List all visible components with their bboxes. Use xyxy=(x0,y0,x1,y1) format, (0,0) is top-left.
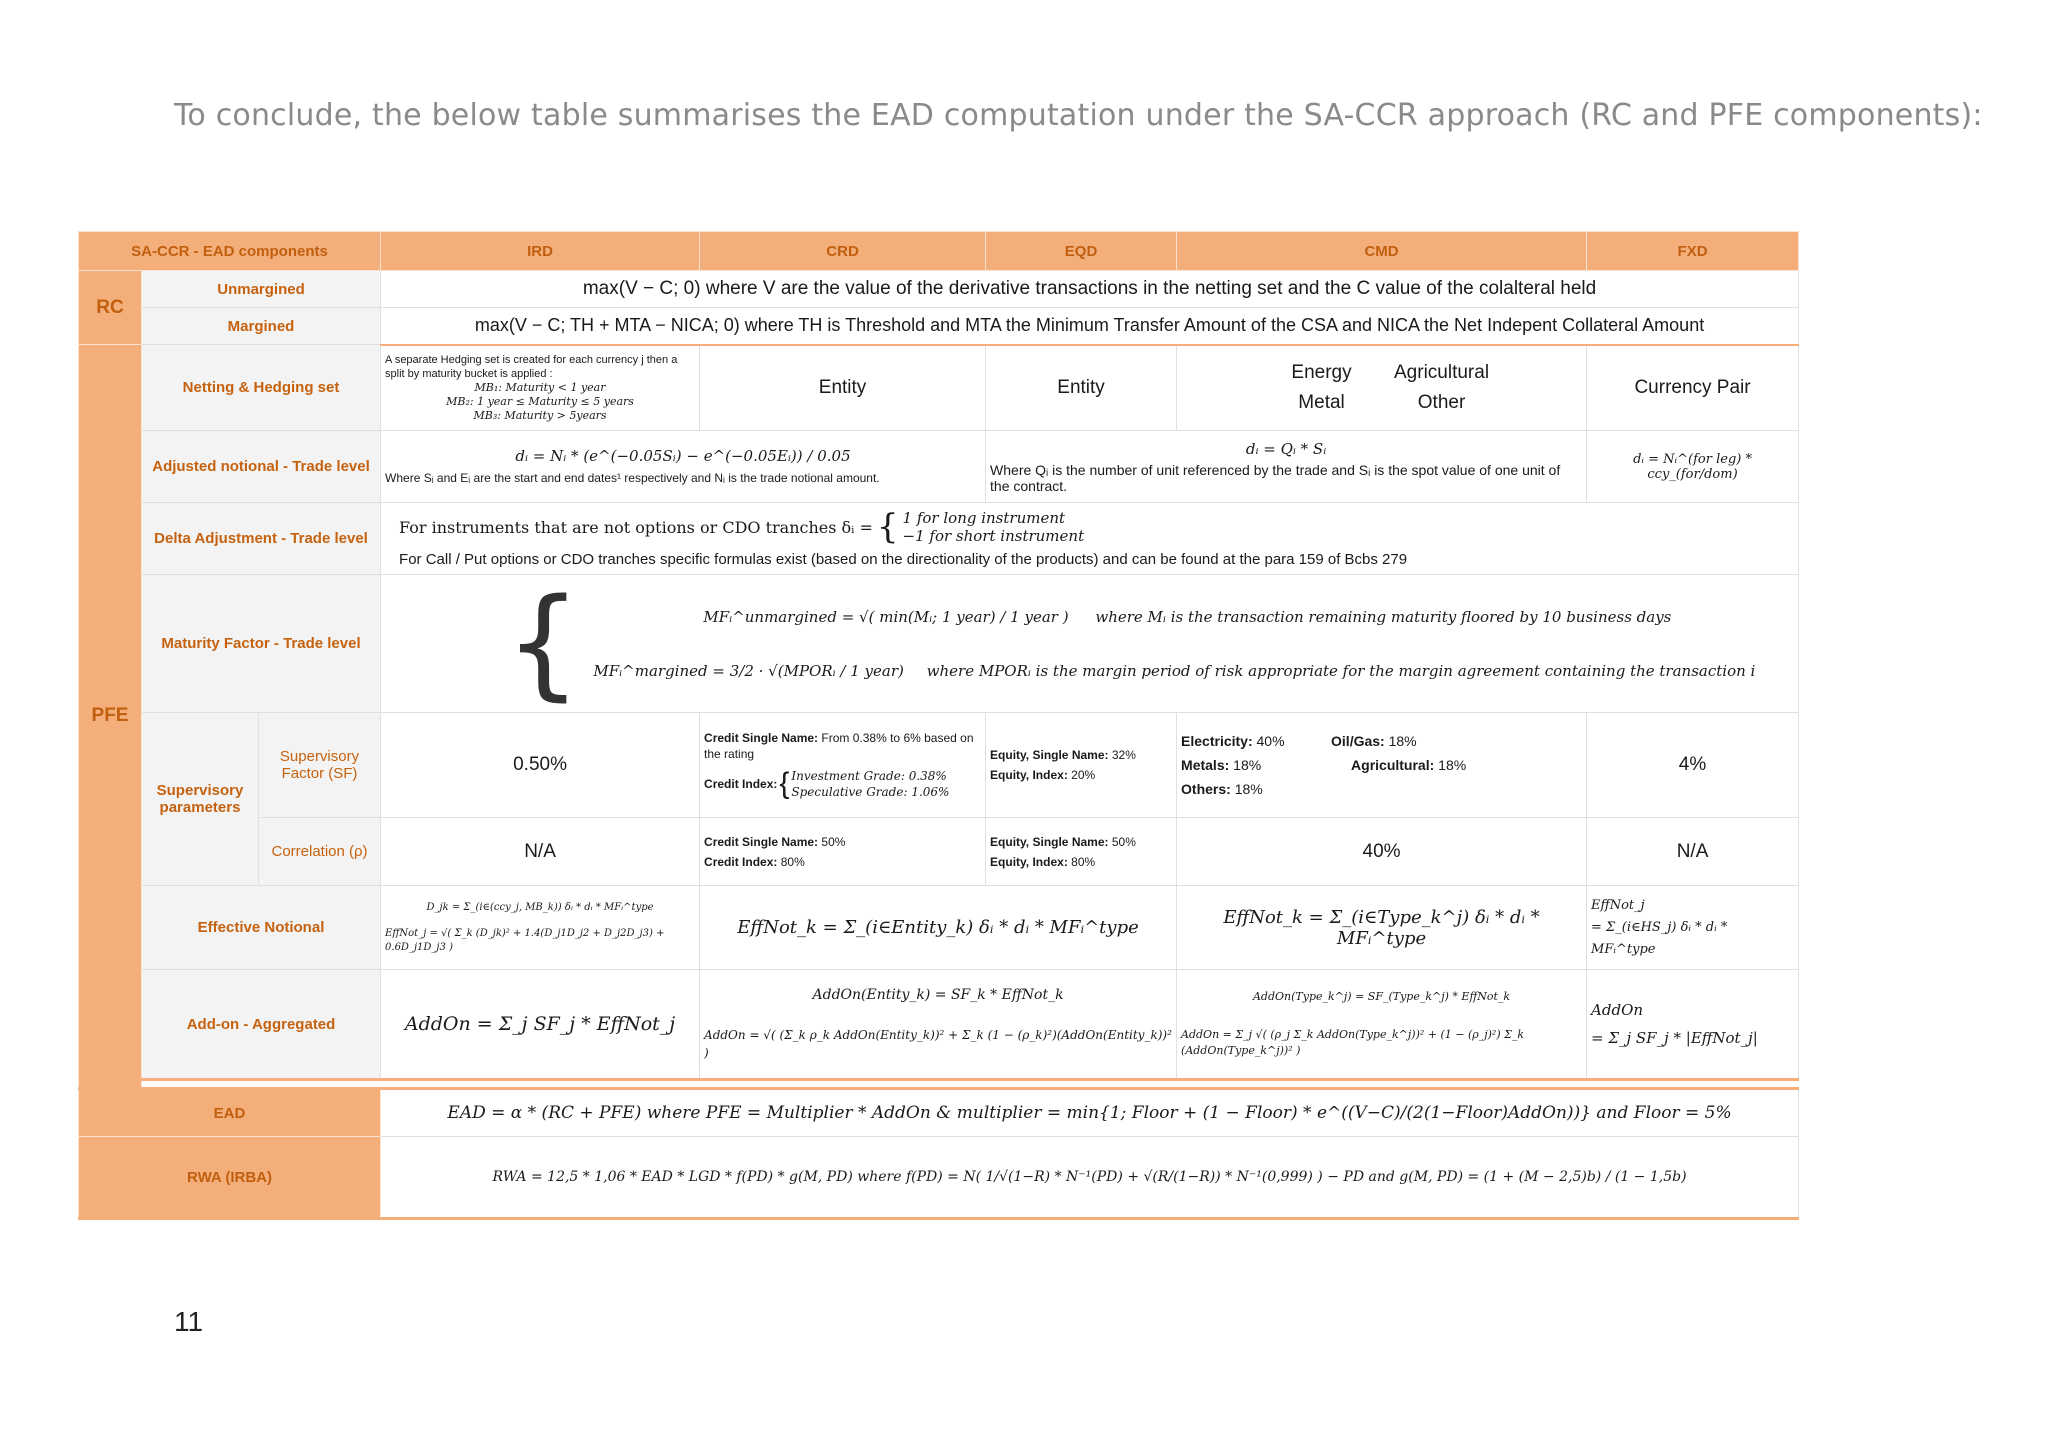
effnot-ird xyxy=(381,886,700,970)
notional-ird-crd xyxy=(381,431,986,503)
addon-fxd xyxy=(1587,970,1799,1080)
sf-cmd-elec-label: Electricity: xyxy=(1181,733,1253,749)
netting-ird xyxy=(381,345,700,431)
netting-cmd-energy: Energy xyxy=(1291,361,1352,383)
pfe-label: PFE xyxy=(79,345,142,1089)
netting-ird-intro: A separate Hedging set is created for each currency j then a split by maturity bucket is applied : xyxy=(385,353,678,380)
netting-cmd-agricultural: Agricultural xyxy=(1394,361,1490,383)
effnot-ird-eff: EffNot_j = √( Σ_k (D_jk)² + 1.4(D_j1D_j2 + D_j2D_j3) + 0.6D_j1D_j3 ) xyxy=(385,927,665,953)
sf-eqd-single-label: Equity, Single Name: xyxy=(990,748,1109,762)
page-number: 11 xyxy=(174,1306,204,1337)
sf-eqd-index-label: Equity, Index: xyxy=(990,768,1068,782)
maturity-label: Maturity Factor - Trade level xyxy=(142,575,381,713)
rc-label: RC xyxy=(79,271,142,345)
ead-formula: EAD = α * (RC + PFE) where PFE = Multiplier * AddOn & multiplier = min{1; Floor + (1 − Floor) * e^((V−C)/(2(1−Floor)AddOn))} and Floor = 5% xyxy=(381,1089,1799,1137)
rc-unmargined-row xyxy=(79,271,1799,308)
rwa-label: RWA (IRBA) xyxy=(79,1137,381,1219)
corr-eqd-single-label: Equity, Single Name: xyxy=(990,834,1109,849)
sf-ird: 0.50% xyxy=(381,713,700,818)
addon-row xyxy=(79,970,1799,1080)
sf-cmd-metals-value: 18% xyxy=(1233,757,1262,773)
ead-label: EAD xyxy=(79,1089,381,1137)
delta-content: For instruments that are not options or CDO tranches δᵢ = { 1 for long instrument −1 for short instrument For Call / Put options or CDO tranches specific formulas exist (based on the directionality of the products) and can be found at the para 159 of Bcbs 279 xyxy=(381,503,1799,575)
maturity-content: { MFᵢ^unmargined = √( min(Mᵢ; 1 year) / 1 year ) where Mᵢ is the transaction remaining maturity floored by 10 business days MFᵢ^margined = 3/2 · √(MPORᵢ / 1 year) where MPORᵢ is the margin period of risk appropriate for the margin agreement containing the transaction i xyxy=(381,575,1799,713)
addon-crd-top: AddOn(Entity_k) = SF_k * EffNot_k xyxy=(812,987,1064,1003)
addon-ird: AddOn = Σ_j SF_j * EffNot_j xyxy=(381,970,700,1080)
rc-margined-formula: max(V − C; TH + MTA − NICA; 0) where TH is Threshold and MTA the Minimum Transfer Amount of the CSA and NICA the Net Indepent Collateral Amount xyxy=(381,308,1799,345)
sf-cmd-agri-label: Agricultural: xyxy=(1351,757,1435,773)
delta-label: Delta Adjustment - Trade level xyxy=(142,503,381,575)
correlation-cmd: 40% xyxy=(1177,818,1587,886)
addon-fxd-bottom: = Σ_j SF_j * |EffNot_j| xyxy=(1591,1029,1758,1047)
netting-cmd-other: Other xyxy=(1417,391,1466,413)
netting-cmd-metal: Metal xyxy=(1298,391,1345,413)
delta-case-short: −1 for short instrument xyxy=(902,527,1085,545)
sf-crd: Credit Single Name: From 0.38% to 6% based on the rating Credit Index: { Investment Grade: 0.38% Speculative Grade: 1.06% xyxy=(700,713,986,818)
sf-crd-ig: Investment Grade: 0.38% xyxy=(791,769,947,783)
rc-margined-row xyxy=(79,308,1799,345)
notional-eqcmd-note: Where Qᵢ is the number of unit referenced by the trade and Sᵢ is the spot value of one unit of the contract. xyxy=(990,461,1561,494)
sf-cmd-others-value: 18% xyxy=(1234,781,1263,797)
addon-fxd-top: AddOn xyxy=(1591,1001,1644,1019)
sf-crd-sg: Speculative Grade: 1.06% xyxy=(791,785,950,799)
addon-crd-eqd xyxy=(700,970,1177,1080)
addon-label: Add-on - Aggregated xyxy=(142,970,381,1080)
sf-cmd-oil-label: Oil/Gas: xyxy=(1331,733,1385,749)
notional-eqd-cmd xyxy=(986,431,1587,503)
addon-crd-bottom: AddOn = √( (Σ_k ρ_k AddOn(Entity_k))² + Σ_k (1 − (ρ_k)²)(AddOn(Entity_k))² ) xyxy=(704,1028,1172,1060)
rwa-formula: RWA = 12,5 * 1,06 * EAD * LGD * f(PD) * g(M, PD) where f(PD) = N( 1/√(1−R) * N⁻¹(PD) + √(R/(1−R)) * N⁻¹(0,999) ) − PD and g(M, PD) = (1 + (M − 2,5)b) / (1 − 1,5b) xyxy=(381,1137,1799,1219)
effnot-row xyxy=(79,886,1799,970)
sf-label: Supervisory Factor (SF) xyxy=(259,713,381,818)
maturity-row xyxy=(79,575,1799,713)
netting-ird-mb3: MB₃: Maturity > 5years xyxy=(473,408,607,422)
correlation-ird: N/A xyxy=(381,818,700,886)
effnot-cmd: EffNot_k = Σ_(i∈Type_k^j) δᵢ * dᵢ * MFᵢ^type xyxy=(1177,886,1587,970)
corr-eqd-index-label: Equity, Index: xyxy=(990,854,1068,869)
header-components: SA-CCR - EAD components xyxy=(79,232,381,271)
sf-cmd-others-label: Others: xyxy=(1181,781,1231,797)
spacer-row xyxy=(79,1080,1799,1089)
netting-row xyxy=(79,345,1799,431)
sf-crd-index-label: Credit Index: xyxy=(704,777,778,791)
sf-row xyxy=(79,713,1799,818)
correlation-label: Correlation (ρ) xyxy=(259,818,381,886)
maturity-margined: MFᵢ^margined = 3/2 · √(MPORᵢ / 1 year) xyxy=(593,661,904,680)
delta-line2: For Call / Put options or CDO tranches specific formulas exist (based on the directionality of the products) and can be found at the para 159 of Bcbs 279 xyxy=(399,551,1408,568)
correlation-eqd xyxy=(986,818,1177,886)
notional-ird-formula: dᵢ = Nᵢ * (e^(−0.05Sᵢ) − e^(−0.05Eᵢ)) / 0.05 xyxy=(515,447,851,465)
effnot-ird-d: D_jk = Σ_(i∈(ccy_j, MB_k)) δᵢ * dᵢ * MFᵢ^type xyxy=(426,901,654,913)
sf-cmd-elec-value: 40% xyxy=(1256,733,1285,749)
maturity-unmargined-note: where Mᵢ is the transaction remaining maturity floored by 10 business days xyxy=(1095,607,1672,626)
intro-text: To conclude, the below table summarises the EAD computation under the SA-CCR approach (RC and PFE components): xyxy=(174,98,1983,133)
rc-margined-label: Margined xyxy=(142,308,381,345)
netting-cmd xyxy=(1177,345,1587,431)
header-fxd: FXD xyxy=(1587,232,1799,271)
sf-cmd-metals-label: Metals: xyxy=(1181,757,1230,773)
rwa-row xyxy=(79,1137,1799,1219)
sf-eqd xyxy=(986,713,1177,818)
header-row xyxy=(79,232,1799,271)
sf-fxd: 4% xyxy=(1587,713,1799,818)
rc-unmargined-label: Unmargined xyxy=(142,271,381,308)
corr-crd-single-value: 50% xyxy=(821,834,846,849)
ead-row xyxy=(79,1089,1799,1137)
supervisory-label: Supervisory parameters xyxy=(142,713,259,886)
addon-cmd-top: AddOn(Type_k^j) = SF_(Type_k^j) * EffNot_k xyxy=(1252,990,1511,1003)
sf-cmd xyxy=(1177,713,1587,818)
rc-unmargined-formula: max(V − C; 0) where V are the value of the derivative transactions in the netting set and the C value of the colalteral held xyxy=(381,271,1799,308)
sf-eqd-single-value: 32% xyxy=(1111,748,1136,762)
effnot-fxd-top: EffNot_j xyxy=(1591,897,1645,913)
header-eqd: EQD xyxy=(986,232,1177,271)
addon-cmd xyxy=(1177,970,1587,1080)
effnot-fxd xyxy=(1587,886,1799,970)
correlation-crd xyxy=(700,818,986,886)
ead-summary-table xyxy=(78,231,1798,1220)
notional-eqcmd-formula: dᵢ = Qᵢ * Sᵢ xyxy=(1245,439,1327,458)
delta-case-long: 1 for long instrument xyxy=(902,509,1066,527)
maturity-unmargined: MFᵢ^unmargined = √( min(Mᵢ; 1 year) / 1 year ) xyxy=(703,607,1069,626)
netting-eqd: Entity xyxy=(986,345,1177,431)
sf-cmd-agri-value: 18% xyxy=(1438,757,1467,773)
sf-crd-single-value: From 0.38% to 6% based on the rating xyxy=(704,731,974,761)
netting-ird-mb2: MB₂: 1 year ≤ Maturity ≤ 5 years xyxy=(446,394,634,408)
header-ird: IRD xyxy=(381,232,700,271)
delta-row xyxy=(79,503,1799,575)
header-crd: CRD xyxy=(700,232,986,271)
sf-eqd-index-value: 20% xyxy=(1071,768,1096,782)
corr-crd-index-value: 80% xyxy=(780,854,805,869)
corr-eqd-single-value: 50% xyxy=(1111,834,1136,849)
netting-label: Netting & Hedging set xyxy=(142,345,381,431)
sf-cmd-oil-value: 18% xyxy=(1388,733,1417,749)
header-cmd: CMD xyxy=(1177,232,1587,271)
sf-crd-single-label: Credit Single Name: xyxy=(704,731,819,745)
netting-ird-mb1: MB₁: Maturity < 1 year xyxy=(474,380,606,394)
effnot-fxd-bottom: = Σ_(i∈HS_j) δᵢ * dᵢ * MFᵢ^type xyxy=(1591,919,1728,957)
notional-ird-note: Where Sᵢ and Eᵢ are the start and end dates¹ respectively and Nᵢ is the trade notional amount. xyxy=(385,471,880,485)
corr-crd-index-label: Credit Index: xyxy=(704,854,778,869)
correlation-fxd: N/A xyxy=(1587,818,1799,886)
notional-label: Adjusted notional - Trade level xyxy=(142,431,381,503)
maturity-margined-note: where MPORᵢ is the margin period of risk appropriate for the margin agreement containing the transaction i xyxy=(926,661,1756,680)
notional-row xyxy=(79,431,1799,503)
netting-crd: Entity xyxy=(700,345,986,431)
effnot-crd-eqd: EffNot_k = Σ_(i∈Entity_k) δᵢ * dᵢ * MFᵢ^type xyxy=(700,886,1177,970)
corr-crd-single-label: Credit Single Name: xyxy=(704,834,819,849)
notional-fxd: dᵢ = Nᵢ^(for leg) * ccy_(for/dom) xyxy=(1587,431,1799,503)
netting-fxd: Currency Pair xyxy=(1587,345,1799,431)
correlation-row xyxy=(79,818,1799,886)
delta-line1: For instruments that are not options or CDO tranches δᵢ = xyxy=(399,517,873,537)
corr-eqd-index-value: 80% xyxy=(1071,854,1096,869)
effnot-label: Effective Notional xyxy=(142,886,381,970)
addon-cmd-bottom: AddOn = Σ_j √( (ρ_j Σ_k AddOn(Type_k^j))² + (1 − (ρ_j)²) Σ_k (AddOn(Type_k^j))² ) xyxy=(1181,1028,1525,1057)
